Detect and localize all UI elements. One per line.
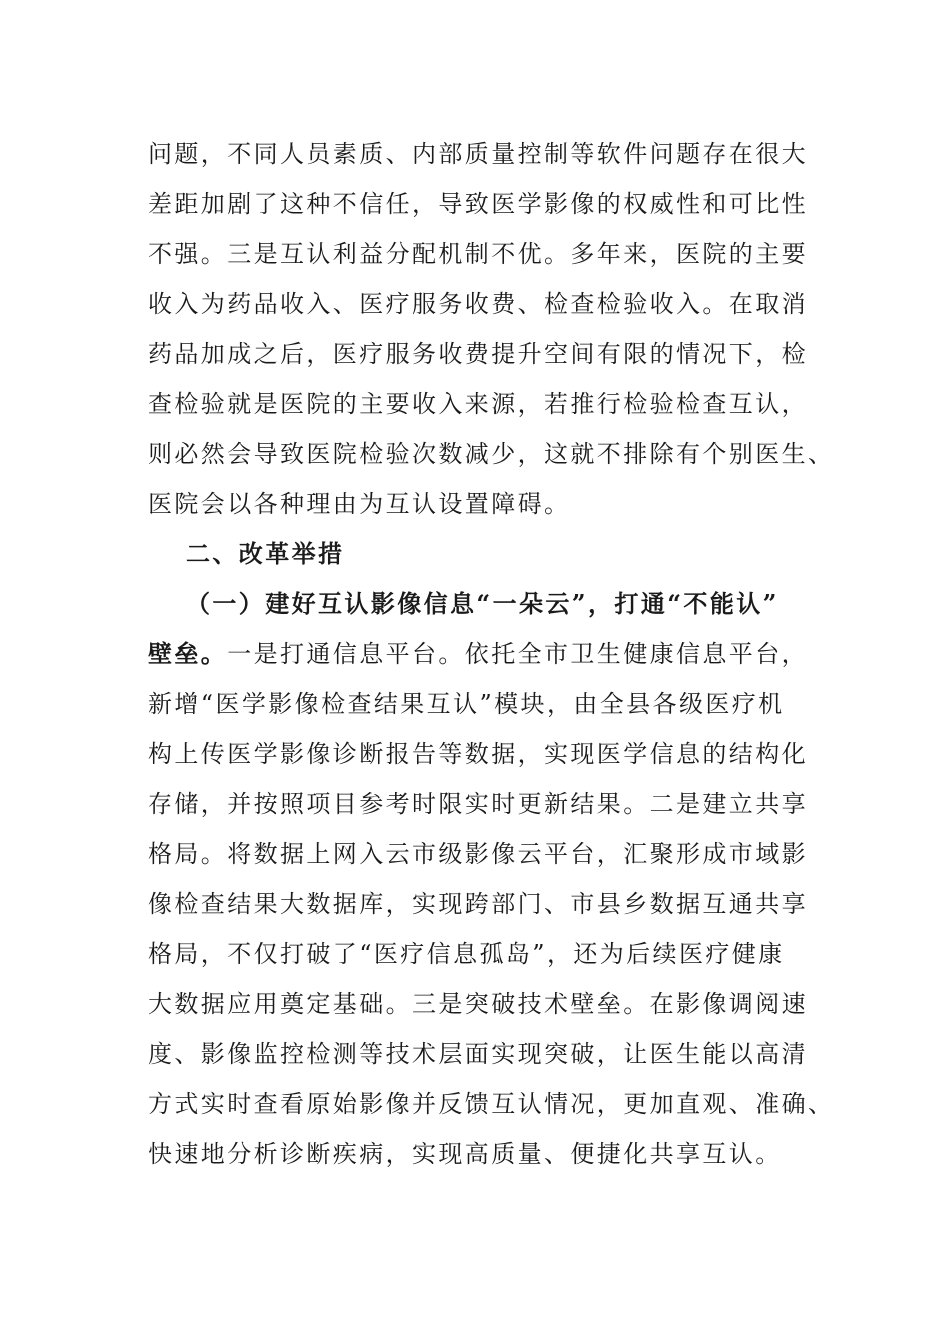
- subsection-title-end: 壁垒。: [148, 639, 228, 668]
- paragraph-line: 大数据应用奠定基础。三是突破技术壁垒。在影像调阅速: [148, 990, 808, 1018]
- paragraph-line: 构上传医学影像诊断报告等数据，实现医学信息的结构化: [148, 740, 808, 768]
- paragraph-line: 方式实时查看原始影像并反馈互认情况，更加直观、准确、: [148, 1090, 835, 1118]
- paragraph-line: 快速地分析诊断疾病，实现高质量、便捷化共享互认。: [148, 1140, 782, 1168]
- paragraph-line: 收入为药品收入、医疗服务收费、检查检验收入。在取消: [148, 290, 808, 318]
- paragraph-text: 一是打通信息平台。依托全市卫生健康信息平台，: [227, 640, 809, 668]
- paragraph-line: 格局，不仅打破了“医疗信息孤岛”，还为后续医疗健康: [148, 940, 785, 968]
- paragraph-line: 则必然会导致医院检验次数减少，这就不排除有个别医生、: [148, 440, 835, 468]
- section-heading: 二、改革举措: [186, 540, 345, 568]
- paragraph-line: 药品加成之后，医疗服务收费提升空间有限的情况下，检: [148, 340, 808, 368]
- paragraph-line: [148, 636, 808, 672]
- paragraph-line: 格局。将数据上网入云市级影像云平台，汇聚形成市域影: [148, 840, 808, 868]
- paragraph-line: 差距加剧了这种不信任，导致医学影像的权威性和可比性: [148, 190, 808, 218]
- paragraph-line: 新增“医学影像检查结果互认”模块，由全县各级医疗机: [148, 690, 785, 718]
- paragraph-line: 像检查结果大数据库，实现跨部门、市县乡数据互通共享: [148, 890, 808, 918]
- paragraph-line: 医院会以各种理由为互认设置障碍。: [148, 490, 571, 518]
- paragraph-line: 不强。三是互认利益分配机制不优。多年来，医院的主要: [148, 240, 808, 268]
- paragraph-line: 查检验就是医院的主要收入来源，若推行检验检查互认，: [148, 390, 808, 418]
- subsection-title: （一）建好互认影像信息“一朵云”，打通“不能认”: [186, 589, 779, 618]
- paragraph-line: 度、影像监控检测等技术层面实现突破，让医生能以高清: [148, 1040, 808, 1068]
- paragraph-line: 存储，并按照项目参考时限实时更新结果。二是建立共享: [148, 790, 808, 818]
- paragraph-line: 问题，不同人员素质、内部质量控制等软件问题存在很大: [148, 140, 808, 168]
